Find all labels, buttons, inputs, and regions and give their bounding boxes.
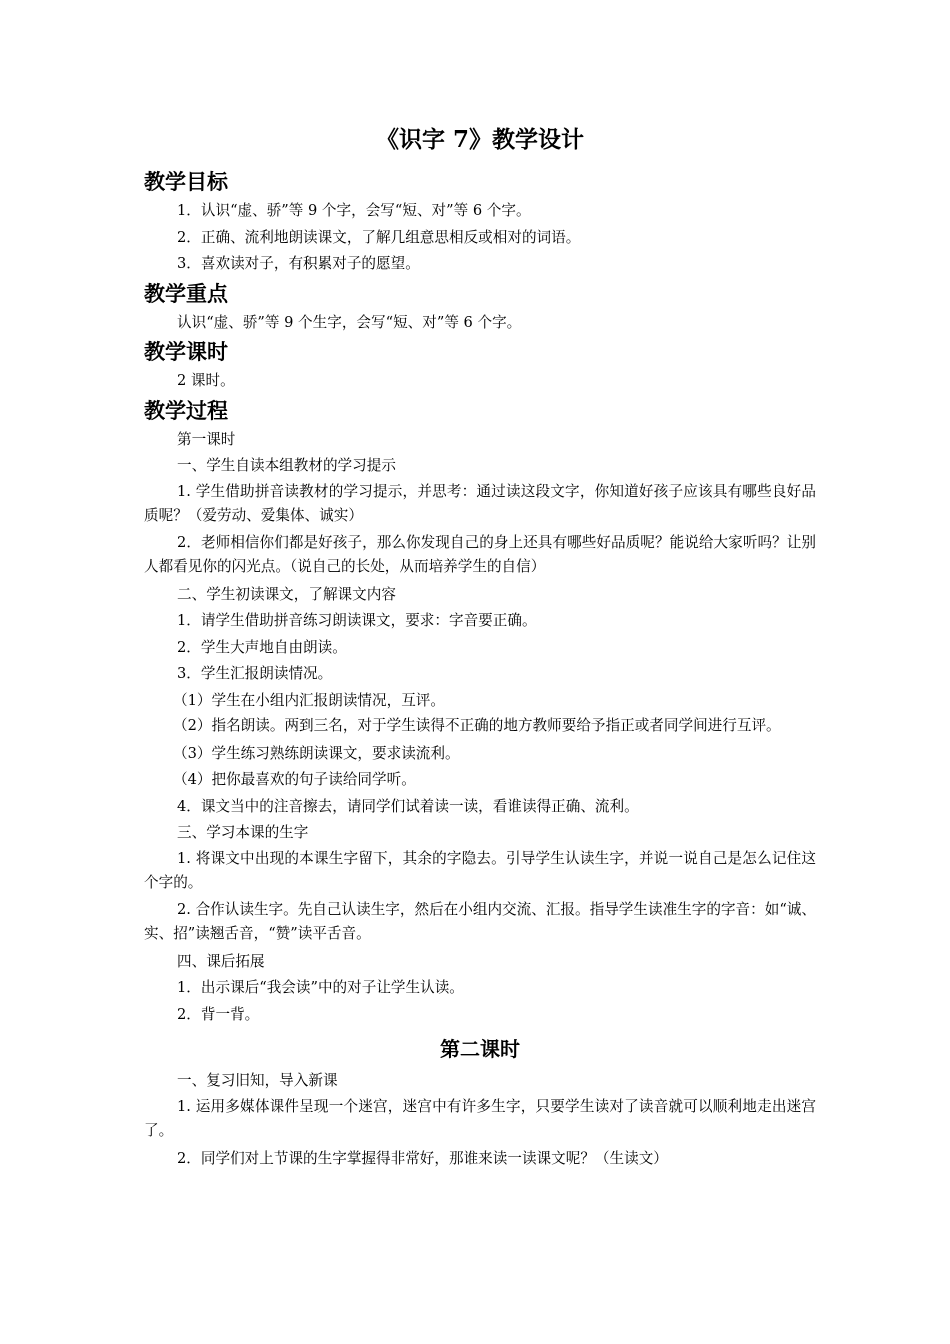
goal-item: 1．认识“虚、骄”等 9 个字，会写“短、对”等 6 个字。 bbox=[177, 202, 531, 219]
process-line: （2）指名朗读。两到三名，对于学生读得不正确的地方教师要给予指正或者同学间进行互评。 bbox=[173, 717, 781, 734]
process-line: 2．老师相信你们都是好孩子，那么你发现自己的身上还具有哪些好品质呢？能说给大家听吗？让别人都看见你的闪光点。（说自己的长处，从而培养学生的自信） bbox=[144, 533, 816, 575]
process-line: 1．请学生借助拼音练习朗读课文，要求：字音要正确。 bbox=[177, 612, 537, 629]
process-line: 二、学生初读课文，了解课文内容 bbox=[177, 585, 396, 603]
process-line: （4）把你最喜欢的句子读给同学听。 bbox=[173, 771, 416, 788]
goal-item: 3．喜欢读对子，有积累对子的愿望。 bbox=[177, 255, 420, 272]
document-title: 《识字 7》教学设计 bbox=[375, 126, 584, 153]
process-line: 四、课后拓展 bbox=[177, 952, 265, 970]
process-line: 2．背一背。 bbox=[177, 1005, 260, 1023]
hours-text: 2 课时。 bbox=[177, 372, 235, 389]
process-line: （3）学生练习熟练朗读课文，要求读流利。 bbox=[173, 744, 460, 762]
heading-goals: 教学目标 bbox=[144, 169, 228, 194]
process-line: 2. 合作认读生字。先自己认读生字，然后在小组内交流、汇报。指导学生读准生字的字音：如“诚、实、招”读翘舌音，“赞”读平舌音。 bbox=[144, 900, 816, 942]
process-line: 第一课时 bbox=[177, 430, 236, 448]
goal-item: 2．正确、流利地朗读课文，了解几组意思相反或相对的词语。 bbox=[177, 228, 581, 246]
process-line: 3．学生汇报朗读情况。 bbox=[177, 665, 333, 682]
process-line: 1．出示课后“我会读”中的对子让学生认读。 bbox=[177, 979, 464, 996]
process-line: 1. 将课文中出现的本课生字留下，其余的字隐去。引导学生认读生字，并说一说自己是怎么记住这个字的。 bbox=[144, 849, 816, 891]
process-line: 2．学生大声地自由朗读。 bbox=[177, 638, 347, 656]
heading-process: 教学过程 bbox=[144, 397, 228, 423]
second-line: 2．同学们对上节课的生字掌握得非常好，那谁来读一读课文呢？（生读文） bbox=[177, 1149, 668, 1167]
process-line: 4．课文当中的注音擦去，请同学们试着读一读，看谁读得正确、流利。 bbox=[177, 797, 639, 815]
heading-second-lesson: 第二课时 bbox=[440, 1037, 520, 1061]
second-line: 1. 运用多媒体课件呈现一个迷宫，迷宫中有许多生字，只要学生读对了读音就可以顺利地走出迷宫了。 bbox=[144, 1097, 816, 1139]
document-body bbox=[144, 120, 816, 1172]
focus-text: 认识“虚、骄”等 9 个生字，会写“短、对”等 6 个字。 bbox=[177, 313, 522, 331]
process-line: 三、学习本课的生字 bbox=[177, 824, 309, 841]
process-line: 一、学生自读本组教材的学习提示 bbox=[177, 457, 396, 474]
heading-focus: 教学重点 bbox=[144, 280, 228, 306]
process-line: 1. 学生借助拼音读教材的学习提示，并思考：通过读这段文字，你知道好孩子应该具有哪些良好品质呢？（爱劳动、爱集体、诚实） bbox=[144, 482, 816, 524]
second-line: 一、复习旧知，导入新课 bbox=[177, 1072, 338, 1089]
heading-hours: 教学课时 bbox=[144, 339, 228, 364]
process-line: （1）学生在小组内汇报朗读情况，互评。 bbox=[173, 691, 445, 709]
